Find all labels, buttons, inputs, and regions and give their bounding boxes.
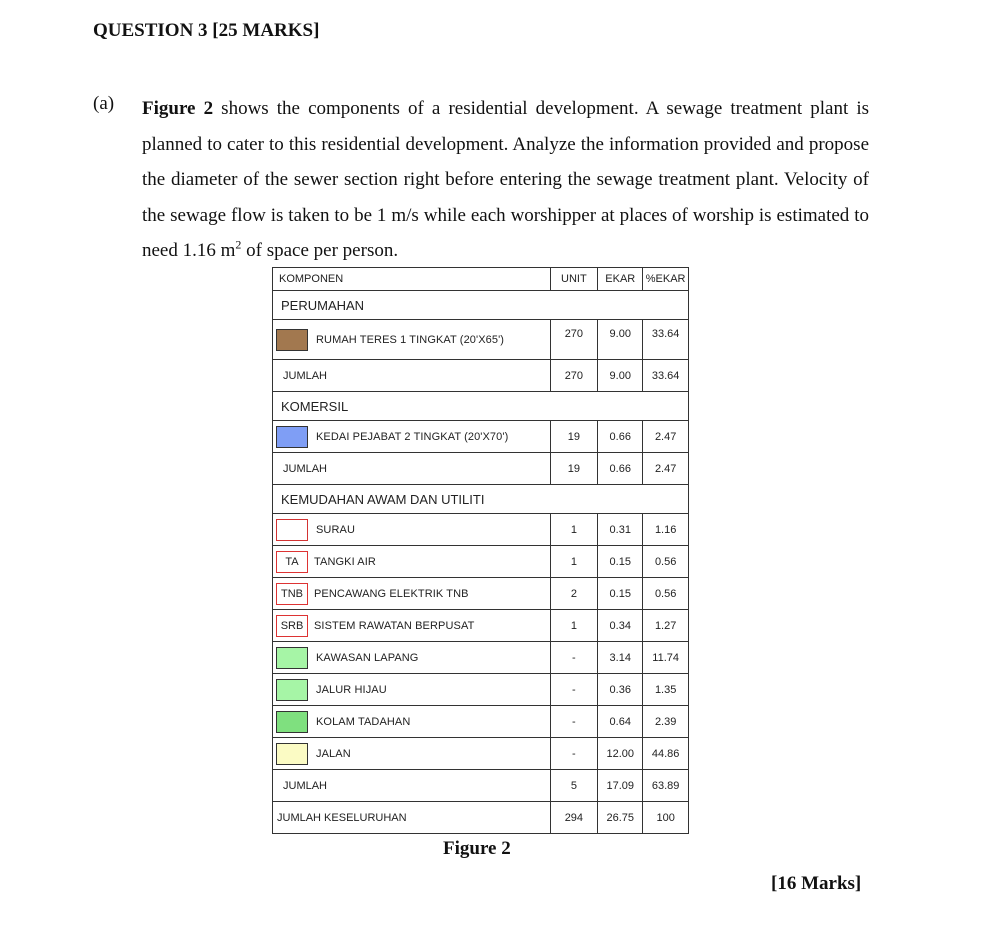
pct-cell: 63.89 [643,770,689,802]
section-row-komersil [273,392,689,421]
pct-cell: 100 [643,802,689,834]
ekar-cell: 17.09 [598,770,643,802]
grand-total-label: JUMLAH KESELURUHAN [273,802,551,834]
pct-cell: 0.56 [643,546,689,578]
ekar-cell: 0.36 [598,674,643,706]
sum-row [273,360,689,392]
item-cell [273,674,551,706]
components-table [272,267,689,834]
legend-swatch [276,329,308,351]
header-pct-ekar: %EKAR [643,268,689,291]
table-row [273,578,689,610]
paragraph-text: shows the components of a residential development. A sewage treatment plant is planned to cater to this residential development. Analyze the information provided and propose the diameter of the sewer section right before entering the sewage treatment plant. Velocity of the sewage flow is taken to be 1 m/s while each worshipper at places of worship is estimated to need 1.16 m [142,98,869,261]
item-label: SISTEM RAWATAN BERPUSAT [314,619,475,632]
table-header-row [273,268,689,291]
item-cell [273,610,551,642]
section-title: KOMERSIL [273,392,689,421]
pct-cell: 33.64 [643,320,689,360]
legend-swatch [276,647,308,669]
unit-cell: 19 [550,421,598,453]
header-komponen: KOMPONEN [273,268,551,291]
pct-cell: 44.86 [643,738,689,770]
unit-cell: 270 [550,320,598,360]
section-row-perumahan [273,291,689,320]
table-row [273,738,689,770]
header-unit: UNIT [550,268,598,291]
table-row [273,421,689,453]
section-row-kemudahan [273,485,689,514]
pct-cell: 33.64 [643,360,689,392]
code-box: TA [276,551,308,573]
legend-swatch [276,711,308,733]
pct-cell: 11.74 [643,642,689,674]
table-row [273,514,689,546]
legend-swatch [276,426,308,448]
question-paragraph [142,91,869,269]
figure-caption: Figure 2 [443,838,511,859]
pct-cell: 1.27 [643,610,689,642]
unit-cell: - [550,642,598,674]
legend-swatch [276,519,308,541]
sum-label: JUMLAH [273,360,551,392]
sum-label: JUMLAH [273,770,551,802]
unit-cell: - [550,674,598,706]
ekar-cell: 0.34 [598,610,643,642]
table-row [273,642,689,674]
sum-row [273,770,689,802]
unit-cell: 294 [550,802,598,834]
section-title: PERUMAHAN [273,291,689,320]
ekar-cell: 0.64 [598,706,643,738]
pct-cell: 1.16 [643,514,689,546]
item-cell [273,421,551,453]
ekar-cell: 0.66 [598,453,643,485]
item-cell [273,514,551,546]
table-row [273,706,689,738]
item-cell [273,546,551,578]
table-row [273,674,689,706]
unit-cell: 19 [550,453,598,485]
pct-cell: 1.35 [643,674,689,706]
ekar-cell: 0.66 [598,421,643,453]
item-cell [273,578,551,610]
ekar-cell: 0.15 [598,546,643,578]
unit-cell: 270 [550,360,598,392]
ekar-cell: 26.75 [598,802,643,834]
legend-swatch [276,679,308,701]
ekar-cell: 9.00 [598,320,643,360]
unit-cell: 1 [550,514,598,546]
item-label: PENCAWANG ELEKTRIK TNB [314,587,469,600]
unit-cell: 1 [550,546,598,578]
pct-cell: 2.47 [643,421,689,453]
item-label: TANGKI AIR [314,555,376,568]
code-box: TNB [276,583,308,605]
item-cell [273,706,551,738]
figure-reference: Figure 2 [142,98,214,119]
header-ekar: EKAR [598,268,643,291]
sum-label: JUMLAH [273,453,551,485]
part-label: (a) [93,93,115,114]
unit-cell: 5 [550,770,598,802]
item-cell [273,320,551,360]
pct-cell: 2.47 [643,453,689,485]
code-box: SRB [276,615,308,637]
ekar-cell: 3.14 [598,642,643,674]
table-row [273,610,689,642]
item-label: KAWASAN LAPANG [316,651,419,664]
item-label: RUMAH TERES 1 TINGKAT (20'X65') [316,333,505,346]
table-row [273,546,689,578]
ekar-cell: 0.15 [598,578,643,610]
unit-cell: 2 [550,578,598,610]
item-label: KOLAM TADAHAN [316,715,411,728]
sum-row [273,453,689,485]
unit-cell: - [550,706,598,738]
unit-cell: - [550,738,598,770]
item-label: KEDAI PEJABAT 2 TINGKAT (20'X70') [316,430,509,443]
table-row [273,320,689,360]
item-cell [273,642,551,674]
item-label: JALAN [316,747,351,760]
superscript: 2 [235,237,242,252]
grand-total-row [273,802,689,834]
section-title: KEMUDAHAN AWAM DAN UTILITI [273,485,689,514]
kemudahan-items [273,514,689,770]
pct-cell: 2.39 [643,706,689,738]
marks-label: [16 Marks] [771,873,862,894]
ekar-cell: 12.00 [598,738,643,770]
pct-cell: 0.56 [643,578,689,610]
question-title: QUESTION 3 [25 MARKS] [93,20,320,41]
item-label: SURAU [316,523,356,536]
legend-swatch [276,743,308,765]
ekar-cell: 0.31 [598,514,643,546]
ekar-cell: 9.00 [598,360,643,392]
item-label: JALUR HIJAU [316,683,387,696]
item-cell [273,738,551,770]
paragraph-text-end: of space per person. [241,240,399,261]
unit-cell: 1 [550,610,598,642]
